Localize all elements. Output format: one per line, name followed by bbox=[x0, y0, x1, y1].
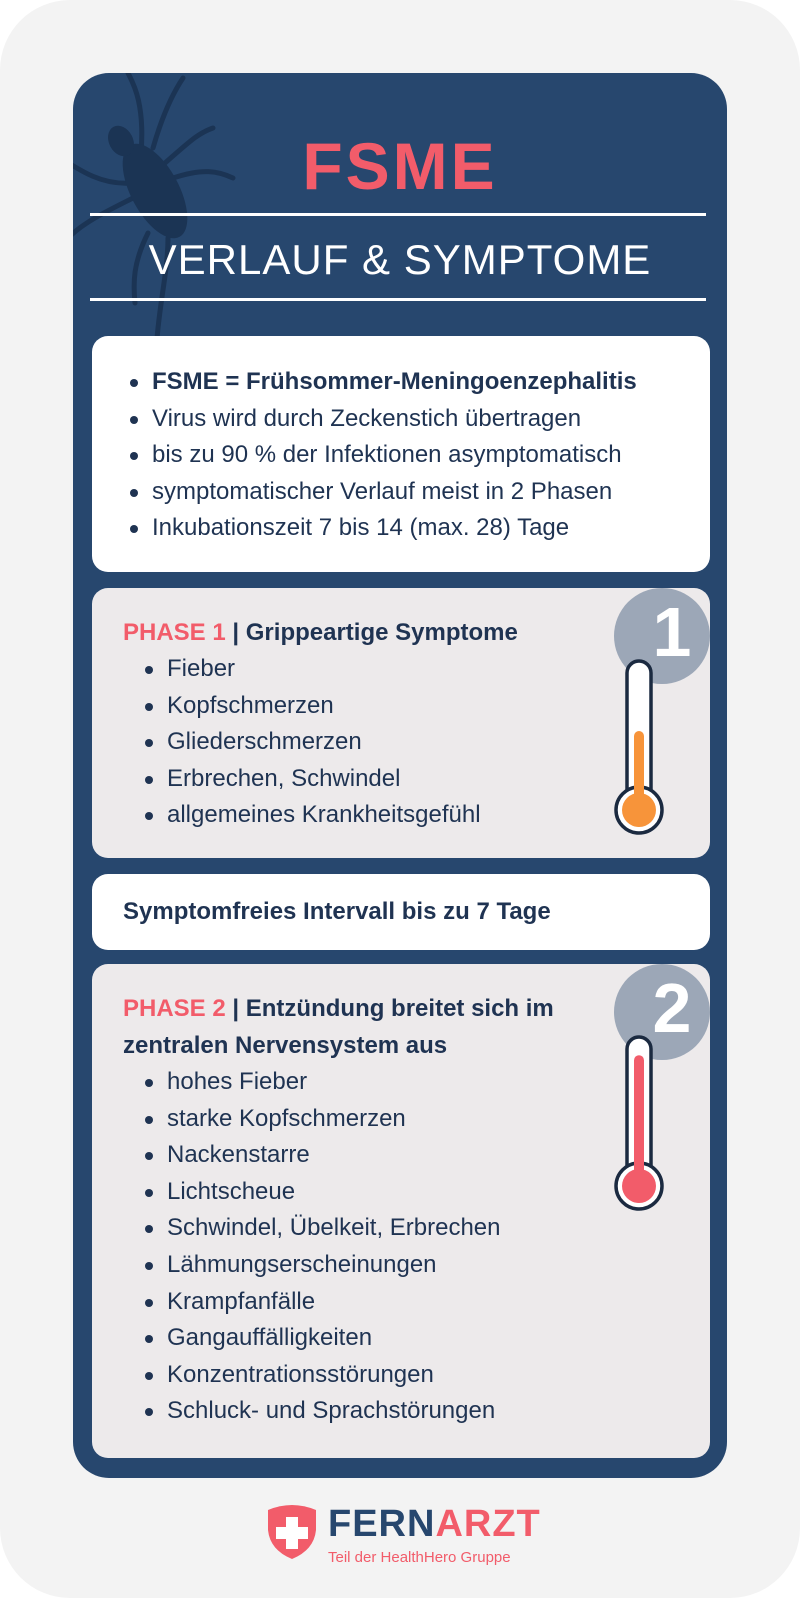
list-item: Erbrechen, Schwindel bbox=[143, 761, 481, 798]
list-item: symptomatischer Verlauf meist in 2 Phasen bbox=[128, 474, 637, 511]
phase2-heading: PHASE 2 | Entzündung breitet sich im zentralen Nervensystem aus bbox=[123, 995, 554, 1059]
phase2-number-badge: 2 bbox=[614, 964, 710, 1060]
list-item: allgemeines Krankheitsgefühl bbox=[143, 797, 481, 834]
list-item: Lähmungserscheinungen bbox=[143, 1247, 501, 1284]
interval-text: Symptomfreies Intervall bis zu 7 Tage bbox=[123, 898, 551, 925]
intro-list bbox=[128, 364, 637, 547]
divider-bottom bbox=[90, 298, 706, 301]
list-item: hohes Fieber bbox=[143, 1064, 501, 1101]
thermometer-orange-icon bbox=[612, 658, 672, 844]
list-item: Gangauffälligkeiten bbox=[143, 1320, 501, 1357]
list-item: Konzentrationsstörungen bbox=[143, 1357, 501, 1394]
phase1-number-badge: 1 bbox=[614, 588, 710, 684]
phase1-tag: PHASE 1 bbox=[123, 619, 226, 646]
intro-panel bbox=[92, 336, 710, 572]
page-title: FSME bbox=[302, 129, 498, 203]
phase2-panel bbox=[92, 964, 710, 1458]
list-item: starke Kopfschmerzen bbox=[143, 1101, 501, 1138]
page-subtitle: VERLAUF & SYMPTOME bbox=[148, 236, 652, 283]
interval-panel bbox=[92, 874, 710, 950]
thermometer-red-icon bbox=[612, 1034, 672, 1220]
list-item: Gliederschmerzen bbox=[143, 724, 481, 761]
list-item: Schwindel, Übelkeit, Erbrechen bbox=[143, 1210, 501, 1247]
list-item: Krampfanfälle bbox=[143, 1284, 501, 1321]
phase2-tag: PHASE 2 bbox=[123, 995, 226, 1022]
list-item: Kopfschmerzen bbox=[143, 688, 481, 725]
phase2-symptom-list bbox=[143, 1064, 501, 1430]
brand-name: FERNARZT bbox=[328, 1503, 541, 1545]
phase1-panel bbox=[92, 588, 710, 858]
list-item: Fieber bbox=[143, 651, 481, 688]
list-item: bis zu 90 % der Infektionen asymptomatisch bbox=[128, 437, 637, 474]
list-item: Inkubationszeit 7 bis 14 (max. 28) Tage bbox=[128, 510, 637, 547]
list-item: Nackenstarre bbox=[143, 1137, 501, 1174]
divider-top bbox=[90, 213, 706, 216]
phase1-symptom-list bbox=[143, 651, 481, 834]
list-item: FSME = Frühsommer-Meningoenzephalitis bbox=[128, 364, 637, 401]
list-item: Virus wird durch Zeckenstich übertragen bbox=[128, 401, 637, 438]
list-item: Lichtscheue bbox=[143, 1174, 501, 1211]
phase1-heading: PHASE 1 | Grippeartige Symptome bbox=[123, 619, 518, 646]
brand-tagline: Teil der HealthHero Gruppe bbox=[328, 1549, 511, 1566]
swiss-cross-shield-icon bbox=[264, 1502, 320, 1560]
list-item: Schluck- und Sprachstörungen bbox=[143, 1393, 501, 1430]
